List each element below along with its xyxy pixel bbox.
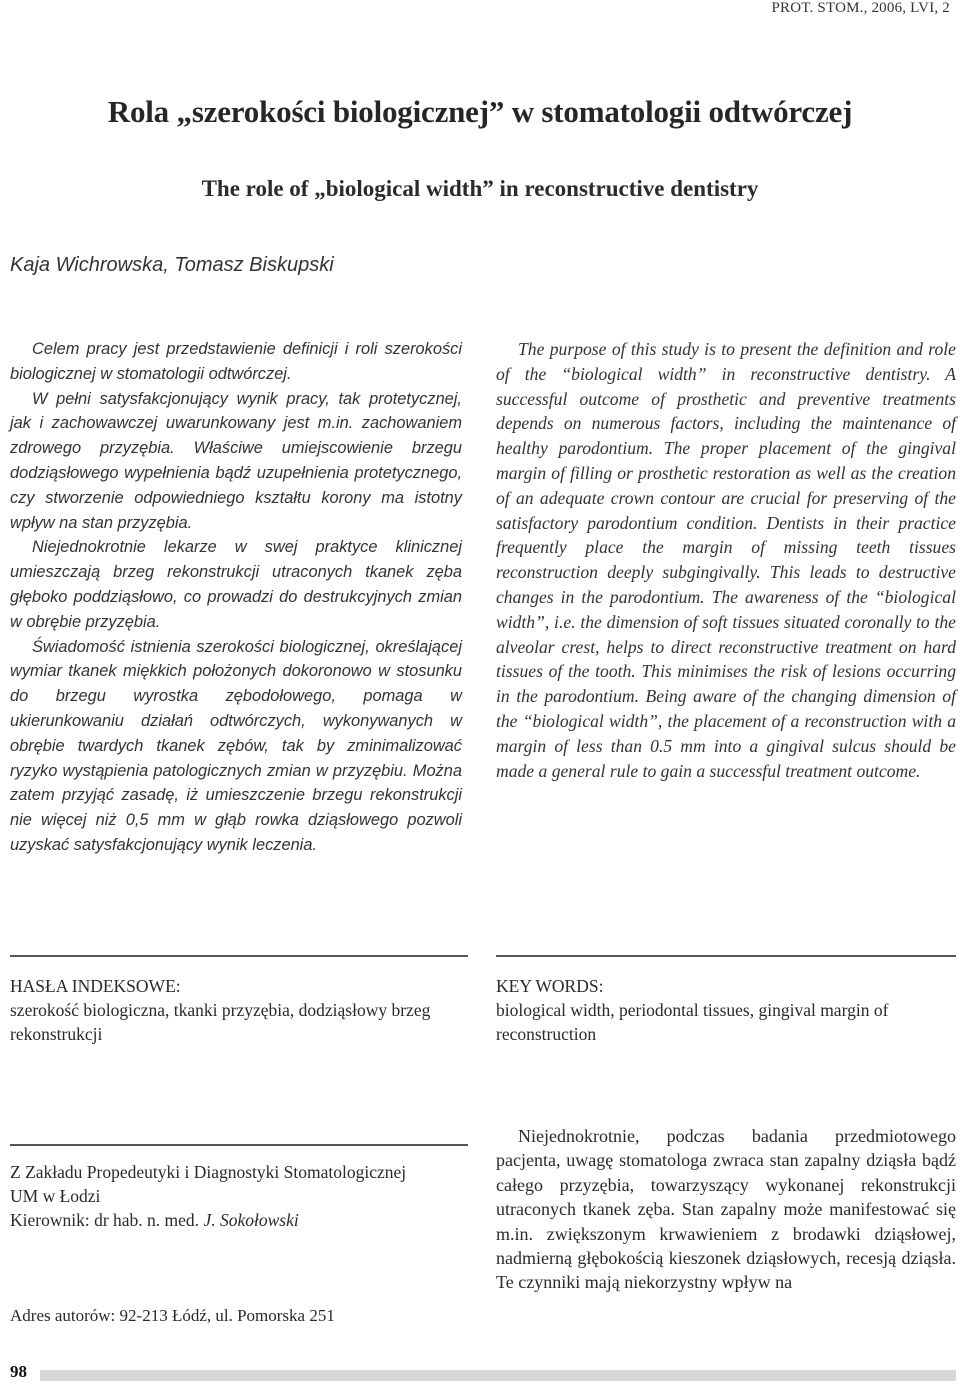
affiliation-head-name: J. Sokołowski	[203, 1210, 299, 1230]
keywords-english	[496, 974, 956, 1046]
running-head: PROT. STOM., 2006, LVI, 2	[771, 0, 950, 16]
keywords-polish-heading: HASŁA INDEKSOWE:	[10, 976, 181, 996]
keywords-polish	[10, 974, 470, 1046]
affiliation-institution: Z Zakładu Propedeutyki i Diagnostyki Stomatologicznej	[10, 1162, 407, 1182]
article-title-polish: Rola „szerokości biologicznej” w stomatologii odtwórczej	[107, 94, 853, 129]
abstract-english-paragraph: The purpose of this study is to present the definition and role of the “biological width” in reconstructive dentistry. A successful outcome of prosthetic and preventive treatments depends on numerous factors, including the maintenance of healthy parodontium. The proper placement of the gingival margin of filling or prosthetic restoration as well as the creation of an adequate crown contour are crucial for preserving of the satisfactory parodontium condition. Dentists in their practice frequently place the margin of missing teeth tissues reconstruction deeply subgingivally. This leads to destructive changes in the parodontium. The awareness of the “biological width”, i.e. the dimension of soft tissues situated coronally to the alveolar crest, helps to direct reconstructive treatment on hard tissues of the tooth. This minimises the risk of lesions occurring in the parodontium. Being aware of the changing dimension of the “biological width”, the placement of a reconstruction with a margin of less than 0.5 mm into a gingival sulcus should be made a general rule to gain a successful treatment outcome.	[496, 339, 956, 781]
affiliation-university: UM w Łodzi	[10, 1186, 101, 1206]
body-text-paragraph: Niejednokrotnie, podczas badania przedmiotowego pacjenta, uwagę stomatologa zwraca stan zapalny dziąsła bądź całego przyzębia, towarzyszący wykonanej rekonstrukcji utraconych tkanek zęba. Stan zapalny może manifestować się m.in. zwiększonym krwawieniem z brodawki dziąsłowej, nadmierną głębokością kieszonek dziąsłowych, recesją dziąsła. Te czynniki mają niekorzystny wpływ na	[496, 1126, 956, 1293]
abstract-polish-paragraph: Celem pracy jest przedstawienie definicji i roli szerokości biologicznej w stomatologii odtwórczej.	[10, 340, 462, 383]
affiliation-head	[10, 1208, 470, 1232]
abstract-polish-paragraph: W pełni satysfakcjonujący wynik pracy, tak protetycznej, jak i zachowawczej uwarunkowany jest m.in. zachowaniem zdrowego przyzębia. Właściwe umiejscowienie brzegu dodziąsłowego wypełnienia bądź uzupełnienia protetycznego, czy stworzenie odpowiedniego kształtu korony ma istotny wpływ na stan przyzębia.	[10, 389, 462, 532]
authors: Kaja Wichrowska, Tomasz Biskupski	[10, 254, 334, 276]
affiliation	[10, 1160, 470, 1232]
author-address: Adres autorów: 92-213 Łódź, ul. Pomorska 251	[10, 1306, 335, 1325]
keywords-english-divider	[496, 955, 956, 957]
footer-bar	[40, 1370, 956, 1381]
abstract-polish-paragraph: Niejednokrotnie lekarze w swej praktyce klinicznej umieszczają brzeg rekonstrukcji utraconych tkanek zęba głęboko poddziąsłowo, co prowadzi do destrukcyjnych zmian w obrębie przyzębia.	[10, 538, 462, 631]
abstract-english	[496, 337, 956, 783]
abstract-polish	[10, 337, 462, 858]
keywords-polish-text: szerokość biologiczna, tkanki przyzębia, dodziąsłowy brzeg rekonstrukcji	[10, 1000, 431, 1044]
keywords-english-heading: KEY WORDS:	[496, 976, 604, 996]
keywords-english-text: biological width, periodontal tissues, gingival margin of reconstruction	[496, 1000, 889, 1044]
keywords-polish-divider	[10, 955, 468, 957]
article-title-english: The role of „biological width” in reconstructive dentistry	[201, 176, 759, 201]
abstract-polish-paragraph: Świadomość istnienia szerokości biologicznej, określającej wymiar tkanek miękkich położonych dokoronowo w stosunku do brzegu wyrostka zębodołowego, pomaga w ukierunkowaniu działań odtwórczych, wykonywanych w obrębie twardych tkanek zębów, tak by zminimalizować ryzyko wystąpienia patologicznych zmian w przyzębiu. Można zatem przyjąć zasadę, iż umieszczenie brzegu rekonstrukcji nie więcej niż 0,5 mm w głąb rowka dziąsłowego pozwoli uzyskać satysfakcjonujący wynik leczenia.	[10, 637, 462, 854]
affiliation-divider	[10, 1144, 468, 1146]
page-number: 98	[10, 1362, 27, 1381]
affiliation-head-title: Kierownik: dr hab. n. med.	[10, 1210, 204, 1230]
